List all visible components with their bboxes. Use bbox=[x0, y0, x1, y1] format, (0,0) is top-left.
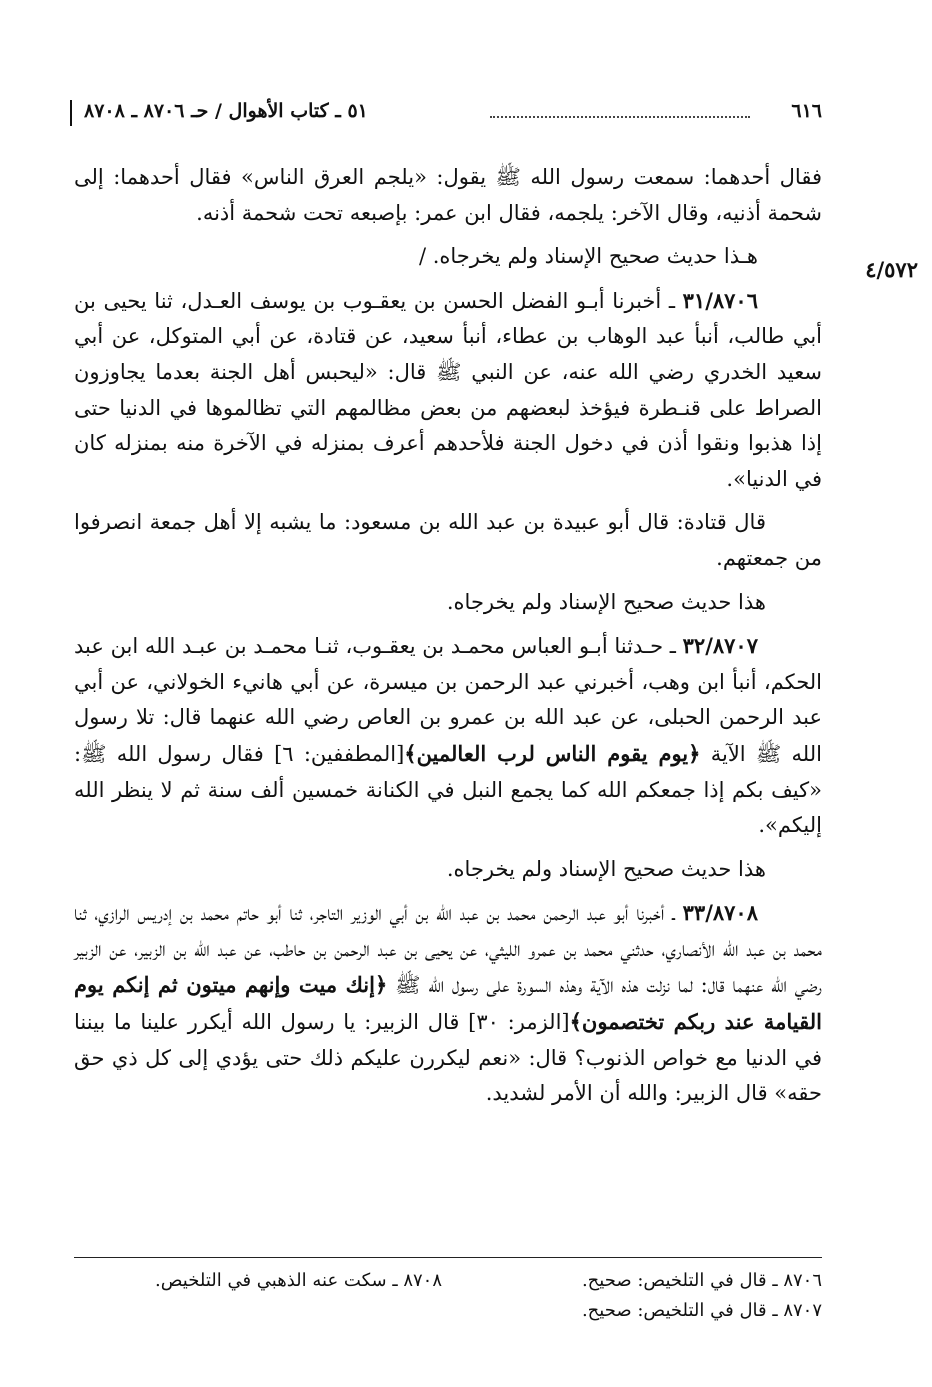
page-number: ٦١٦ bbox=[791, 100, 822, 122]
header-leader-dots bbox=[490, 116, 750, 118]
hadith-paragraph bbox=[74, 895, 822, 1112]
grading-note bbox=[74, 239, 822, 275]
quran-verse: ﴿يوم يقوم الناس لرب العالمين﴾ bbox=[404, 740, 701, 766]
grading-note bbox=[74, 585, 822, 621]
footnote: ٨٧٠٨ ـ سكت عنه الذهبي في التلخيص. bbox=[155, 1270, 442, 1291]
paragraph-text: [المطففين: ٦] فقال رسول الله ﷺ: «كيف بكم إذا جمعكم الله كما يجمع النبل في الكنانة خمسين ألف سنة ثم لا ينظر الله إليكم». bbox=[74, 741, 822, 838]
paragraph-text: ـ حـدثنا أبـو العباس محمـد بن يعقـوب، ثنـا محمـد بن عبـد الله ابن عبد الحكم، أنبأ ابن وهب، أخبرني عبد الرحمن بن ميسرة، عن أبي هانيء الخولاني، عن أبي عبد الرحمن الحبلى، عن عبد الله بن عمرو بن العاص رضي الله عنهما قال: تلا رسول الله ﷺ الآية bbox=[74, 634, 822, 766]
footnote-column-left bbox=[82, 1266, 442, 1296]
paragraph-text: فقال أحدهما: سمعت رسول الله ﷺ يقول: «يلجم العرق الناس» فقال أحدهما: إلى شحمة أذنيه، وقال الآخر: يلجمه، فقال ابن عمر: بإصبعه تحت شحمة أذنه. bbox=[74, 165, 822, 225]
paragraph-text: هذا حديث صحيح الإسناد ولم يخرجاه. bbox=[446, 856, 766, 881]
running-header bbox=[70, 96, 822, 132]
paragraph-text: هـذا حديث صحيح الإسناد ولم يخرجاه. / bbox=[418, 244, 758, 269]
footnote: ٨٧٠٦ ـ قال في التلخيص: صحيح. bbox=[581, 1270, 822, 1291]
footnote-column-right bbox=[482, 1266, 822, 1326]
paragraph-text: ـ أخبرنا أبو عبد الرحمن محمد بن عبد الله بن أبي الوزير التاجر، ثنا أبو حاتم محمد بن إدريس الرازي، ثنا محمد بن عبد الله الأنصاري، حدثني محمد بن عمرو الليثي، عن يحيى بن عبد الرحمن بن حاطب، عن عبد الله بن الزبير، عن الزبير رضي الله عنهما قال: لما نزلت هذه الآية وهذه السورة على رسول الله ﷺ bbox=[74, 901, 822, 998]
running-title: ٥١ ـ كتاب الأهوال / حـ ٨٧٠٦ ـ ٨٧٠٨ bbox=[84, 100, 368, 122]
paragraph-text: هذا حديث صحيح الإسناد ولم يخرجاه. bbox=[446, 589, 766, 614]
paragraph-text: ـ أخبرنا أبـو الفضل الحسن بن يعقـوب بن يوسف العـدل، ثنا يحيى بن أبي طالب، أنبأ عبد الوهاب بن عطاء، أنبأ سعيد، عن قتادة، عن أبي المتوكل، عن أبي سعيد الخدري رضي الله عنه، عن النبي ﷺ قال: «ليحبس أهل الجنة بعدما يجاوزون الصراط على قنـطرة فيؤخذ لبعضهم من بعض مظالمهم التي تظالموها في الدنيا حتى إذا هذبوا ونقوا أذن في دخول الجنة فلأحدهم أعرف بمنزله في الآخرة منه بمنزله كان في الدنيا». bbox=[74, 288, 822, 491]
footnote: ٨٧٠٧ ـ قال في التلخيص: صحيح. bbox=[581, 1300, 822, 1321]
hadith-number: ٣٣/٨٧٠٨ bbox=[682, 900, 758, 926]
paragraph-text: [الزمر: ٣٠] قال الزبير: يا رسول الله أيكرر علينا ما بيننا في الدنيا مع خواص الذنوب؟ قال: «نعم ليكررن عليكم ذلك حتى يؤدي إلى كل ذي حق حقه» قال الزبير: والله أن الأمر لشديد. bbox=[74, 1010, 822, 1106]
hadith-number: ٣٢/٨٧٠٧ bbox=[682, 633, 758, 659]
margin-reference: ٤/٥٧٢ bbox=[865, 257, 918, 282]
main-text bbox=[74, 160, 822, 1120]
hadith-paragraph bbox=[74, 628, 822, 844]
paragraph bbox=[74, 160, 822, 231]
grading-note bbox=[74, 852, 822, 888]
footnote-separator bbox=[74, 1257, 822, 1258]
hadith-paragraph bbox=[74, 283, 822, 498]
hadith-number: ٣١/٨٧٠٦ bbox=[682, 287, 758, 313]
paragraph-text: قال قتادة: قال أبو عبيدة بن عبد الله بن مسعود: ما يشبه إلا أهل جمعة انصرفوا من جمعتهم. bbox=[74, 510, 822, 570]
paragraph bbox=[74, 505, 822, 576]
header-bar bbox=[70, 100, 72, 126]
quran-verse: ﴿إنك ميت وإنهم ميتون ثم إنكم يوم القيامة عند ربكم تختصمون﴾ bbox=[74, 972, 822, 1035]
